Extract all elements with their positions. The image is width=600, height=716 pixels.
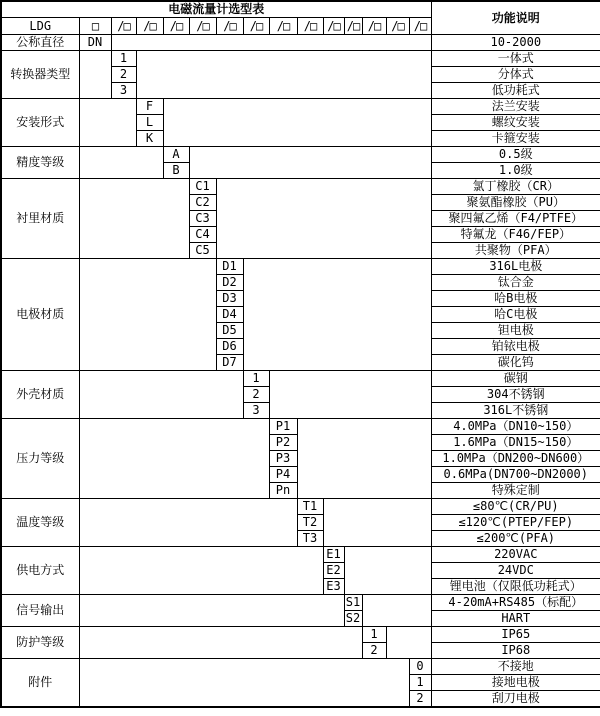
model-slot-cell: /□ (409, 18, 431, 35)
option-code-cell: C4 (189, 227, 216, 243)
empty-span-cell (79, 499, 297, 547)
row-label: 供电方式 (1, 547, 79, 595)
row-label: 外壳材质 (1, 371, 79, 419)
option-code-cell: 2 (111, 67, 136, 83)
option-code-cell: S1 (345, 595, 361, 609)
option-desc-cell: 1.6MPa（DN15~150） (431, 435, 600, 451)
option-code-cell: 3 (111, 83, 136, 99)
model-slot-cell: /□ (386, 18, 409, 35)
option-code-cell: K (136, 131, 163, 147)
option-code-cell: L (136, 115, 163, 131)
option-desc-cell: 特氟龙（F46/FEP） (431, 227, 600, 243)
empty-span-cell (79, 547, 323, 595)
option-desc-cell: ≤120℃(PTEP/FEP) (431, 515, 600, 531)
empty-span-cell (243, 259, 431, 371)
option-desc-cell: 24VDC (431, 563, 600, 579)
option-code-cell: 1 (409, 675, 431, 691)
option-desc-cell: 316L不锈钢 (431, 403, 600, 419)
empty-span-cell (79, 179, 189, 259)
option-desc-cell: 304不锈钢 (431, 387, 600, 403)
model-slot-cell: /□ (297, 18, 323, 35)
option-code-cell: D1 (216, 259, 243, 275)
model-slot-cell: /□ (111, 18, 136, 35)
empty-span-cell (136, 51, 431, 99)
option-code-cell: 2 (362, 643, 386, 659)
model-slot-cell: /□ (189, 18, 216, 35)
option-code-cell: C5 (189, 243, 216, 259)
option-code-cell: P3 (269, 451, 297, 467)
option-code-cell: 1 (243, 371, 269, 387)
model-slot-cell: /□ (344, 18, 362, 35)
empty-span-cell (79, 419, 269, 499)
empty-span-cell (79, 99, 136, 147)
empty-span-cell (323, 499, 431, 547)
option-desc-cell: 316L电极 (431, 259, 600, 275)
option-code-cell: D7 (216, 355, 243, 371)
option-code-cell: T1 (297, 499, 323, 515)
option-desc-cell: 钽电极 (431, 323, 600, 339)
option-code-cell: P1 (269, 419, 297, 435)
option-code-cell: T3 (297, 531, 323, 547)
option-desc-cell: 碳钢 (431, 371, 600, 387)
option-desc-cell: IP68 (431, 643, 600, 659)
empty-span-cell (79, 147, 163, 179)
option-desc-cell: ≤200℃(PFA) (431, 531, 600, 547)
option-desc-cell: 聚氨酯橡胶（PU） (431, 195, 600, 211)
row-label: 附件 (1, 659, 79, 708)
model-slot-cell: /□ (323, 18, 344, 35)
option-desc-cell: 氯丁橡胶（CR） (431, 179, 600, 195)
row-label: 信号输出 (1, 595, 79, 627)
model-slot-cell: /□ (243, 18, 269, 35)
empty-span-cell (386, 627, 431, 659)
option-code-cell: P4 (269, 467, 297, 483)
option-code-cell: C3 (189, 211, 216, 227)
option-desc-cell: 分体式 (431, 67, 600, 83)
option-desc-cell: 法兰安装 (431, 99, 600, 115)
row-label: 转换器类型 (1, 51, 79, 99)
option-code-cell: A (163, 147, 189, 163)
empty-span-cell (79, 371, 243, 419)
option-code-cell: E3 (323, 579, 344, 595)
empty-span-cell (111, 35, 431, 51)
model-slot-cell: /□ (136, 18, 163, 35)
option-code-cell: D5 (216, 323, 243, 339)
option-code-cell: C2 (189, 195, 216, 211)
option-code-cell: 2 (409, 691, 431, 708)
option-desc-cell: 哈B电极 (431, 291, 600, 307)
option-desc-cell: 0.6MPa(DN700~DN2000) (431, 467, 600, 483)
option-desc-cell: 低功耗式 (431, 83, 600, 99)
option-desc-cell: 接地电极 (431, 675, 600, 691)
option-code-cell: D4 (216, 307, 243, 323)
model-slot-cell: /□ (362, 18, 386, 35)
option-code-cell: D6 (216, 339, 243, 355)
row-label: 衬里材质 (1, 179, 79, 259)
option-desc-cell: 一体式 (431, 51, 600, 67)
function-column-header: 功能说明 (431, 1, 600, 35)
option-desc-cell: 钛合金 (431, 275, 600, 291)
row-label: 防护等级 (1, 627, 79, 659)
option-desc-cell: 4-20mA+RS485（标配） (431, 595, 600, 611)
option-code-cell: DN (79, 35, 111, 51)
option-code-cell: 2 (243, 387, 269, 403)
option-code-cell: 3 (243, 403, 269, 419)
option-code-cell: F (136, 99, 163, 115)
option-code-cell: 1 (111, 51, 136, 67)
option-desc-cell: 0.5级 (431, 147, 600, 163)
option-desc-cell: 10-2000 (431, 35, 600, 51)
model-slot-cell: /□ (216, 18, 243, 35)
row-label: 安装形式 (1, 99, 79, 147)
option-desc-cell: 刮刀电极 (431, 691, 600, 708)
option-code-cell: 0 (409, 659, 431, 675)
empty-span-cell (189, 147, 431, 179)
option-code-cell: Pn (269, 483, 297, 499)
option-desc-cell: 1.0级 (431, 163, 600, 179)
option-desc-cell: 220VAC (431, 547, 600, 563)
empty-span-cell (79, 595, 344, 627)
model-first-box-cell: □ (79, 18, 111, 35)
option-desc-cell: HART (431, 611, 600, 627)
option-code-cell: S2 (345, 611, 361, 625)
option-desc-cell: 卡箍安装 (431, 131, 600, 147)
option-code-cell: E2 (323, 563, 344, 579)
empty-span-cell (297, 419, 431, 499)
option-code-cell: D2 (216, 275, 243, 291)
option-desc-cell: 锂电池（仅限低功耗式） (431, 579, 600, 595)
table-title: 电磁流量计选型表 (1, 1, 431, 18)
option-code-cell: B (163, 163, 189, 179)
empty-span-cell (79, 51, 111, 99)
option-desc-cell: 1.0MPa（DN200~DN600） (431, 451, 600, 467)
option-code-cell: T2 (297, 515, 323, 531)
empty-span-cell (269, 371, 431, 419)
option-desc-cell: 哈C电极 (431, 307, 600, 323)
empty-span-cell (79, 627, 362, 659)
option-code-cell: 1 (362, 627, 386, 643)
option-code-cell: C1 (189, 179, 216, 195)
option-desc-cell: ≤80℃(CR/PU) (431, 499, 600, 515)
option-desc-cell: 螺纹安装 (431, 115, 600, 131)
option-desc-cell: 共聚物（PFA） (431, 243, 600, 259)
option-code-cell: E1 (323, 547, 344, 563)
model-prefix-cell: LDG (1, 18, 79, 35)
option-desc-cell: 不接地 (431, 659, 600, 675)
model-slot-cell: /□ (163, 18, 189, 35)
empty-span-cell (163, 99, 431, 147)
empty-span-cell (362, 595, 431, 627)
empty-span-cell (216, 179, 431, 259)
option-desc-cell: 铂铱电极 (431, 339, 600, 355)
row-label: 精度等级 (1, 147, 79, 179)
row-label: 电极材质 (1, 259, 79, 371)
option-code-cell: D3 (216, 291, 243, 307)
row-label: 温度等级 (1, 499, 79, 547)
option-desc-cell: 4.0MPa（DN10~150） (431, 419, 600, 435)
empty-span-cell (79, 659, 409, 708)
option-desc-cell: IP65 (431, 627, 600, 643)
option-code-cell: P2 (269, 435, 297, 451)
row-label: 压力等级 (1, 419, 79, 499)
option-desc-cell: 碳化钨 (431, 355, 600, 371)
option-desc-cell: 特殊定制 (431, 483, 600, 499)
empty-span-cell (344, 547, 431, 595)
model-slot-cell: /□ (269, 18, 297, 35)
row-label-dn: 公称直径 (1, 35, 79, 51)
option-desc-cell: 聚四氟乙烯（F4/PTFE） (431, 211, 600, 227)
empty-span-cell (79, 259, 216, 371)
